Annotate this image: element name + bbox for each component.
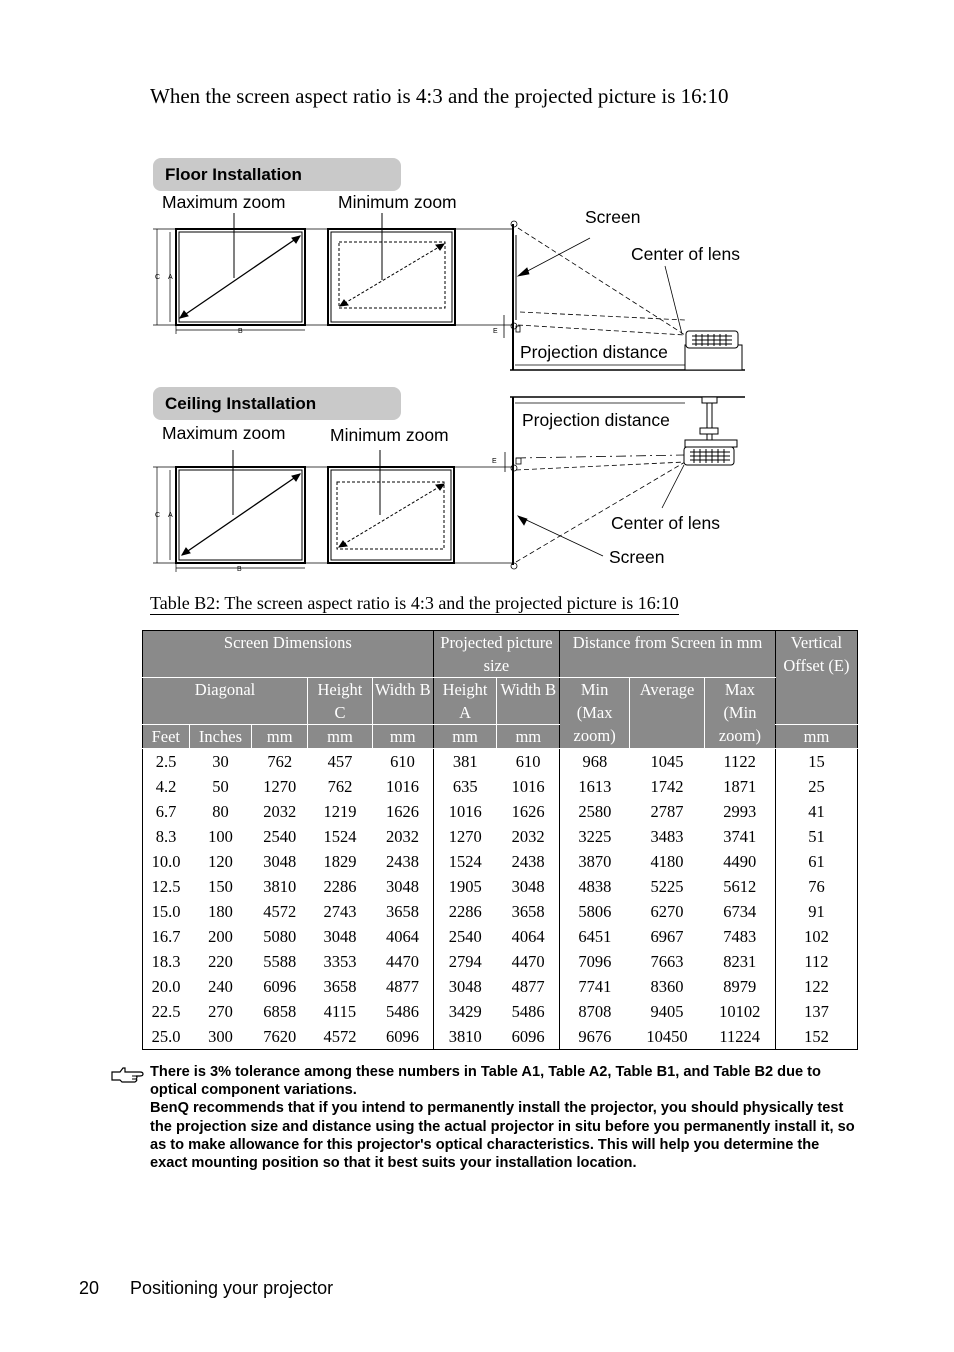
cell-vertical-offset: 91 <box>775 899 857 924</box>
header-screen-dimensions: Screen Dimensions <box>143 631 434 678</box>
projection-distance-table <box>142 630 858 1050</box>
header-inches: Inches <box>189 725 252 749</box>
cell-height-a: 1524 <box>433 849 497 874</box>
cell-feet: 22.5 <box>151 1002 181 1021</box>
cell-diagonal-mm: 762 <box>267 752 293 771</box>
floor-screen-label: Screen <box>585 207 641 227</box>
cell-max: 4490 <box>723 852 757 871</box>
cell-width-b: 5486 <box>385 1002 419 1021</box>
cell-height-c: 1219 <box>323 802 357 821</box>
ceiling-letter-b: B <box>237 566 242 573</box>
cell-min: 968 <box>560 749 630 775</box>
page-heading: When the screen aspect ratio is 4:3 and the projected picture is 16:10 <box>150 84 729 108</box>
cell-feet: 25.0 <box>151 1027 181 1046</box>
cell-width-b-projected: 3048 <box>511 877 545 896</box>
cell-average: 1045 <box>650 752 684 771</box>
cell-width-b: 6096 <box>385 1027 419 1046</box>
cell-diagonal-mm: 3048 <box>263 852 297 871</box>
ceiling-max-zoom-label: Maximum zoom <box>162 423 286 443</box>
cell-min: 2580 <box>560 799 630 824</box>
ceiling-max-zoom-screen <box>153 450 305 572</box>
ceiling-letter-c: C <box>155 512 161 519</box>
table-row <box>143 924 858 949</box>
cell-min: 9676 <box>560 1024 630 1050</box>
floor-min-zoom-screen <box>328 213 455 325</box>
floor-letter-b: B <box>238 328 243 335</box>
cell-width-b: 4470 <box>385 952 419 971</box>
cell-height-a: 2794 <box>433 949 497 974</box>
cell-inches: 300 <box>208 1027 233 1046</box>
cell-height-a: 1270 <box>433 824 497 849</box>
header-diagonal-mm: mm <box>252 725 308 749</box>
table-row <box>143 824 858 849</box>
floor-diagram-drawing <box>0 0 954 380</box>
cell-height-a: 1016 <box>433 799 497 824</box>
cell-min: 7741 <box>560 974 630 999</box>
cell-feet: 6.7 <box>155 802 177 821</box>
cell-height-c: 762 <box>327 777 353 796</box>
cell-max: 8979 <box>723 977 757 996</box>
cell-height-c: 3353 <box>323 952 357 971</box>
cell-diagonal-mm: 6858 <box>263 1002 297 1021</box>
cell-height-a: 1905 <box>433 874 497 899</box>
cell-average: 2787 <box>650 802 684 821</box>
ceiling-installation-diagram <box>0 380 954 580</box>
cell-height-a: 2286 <box>433 899 497 924</box>
floor-projection-distance-label: Projection distance <box>520 342 668 362</box>
cell-vertical-offset: 102 <box>775 924 857 949</box>
header-projected-picture-size: Projected picture size <box>433 631 560 678</box>
ceiling-projection-distance-label: Projection distance <box>522 410 670 430</box>
ceiling-letter-e: E <box>492 458 497 465</box>
header-min-max-zoom: Min (Max zoom) <box>560 678 630 749</box>
cell-height-c: 1829 <box>323 852 357 871</box>
header-width-b-projected: Width B <box>497 678 560 725</box>
table-row <box>143 874 858 899</box>
cell-diagonal-mm: 5588 <box>263 952 297 971</box>
cell-diagonal-mm: 3810 <box>263 877 297 896</box>
cell-diagonal-mm: 4572 <box>263 902 297 921</box>
cell-width-b: 1016 <box>385 777 419 796</box>
cell-min: 1613 <box>560 774 630 799</box>
cell-vertical-offset: 137 <box>775 999 857 1024</box>
cell-vertical-offset: 25 <box>775 774 857 799</box>
cell-width-b: 4064 <box>385 927 419 946</box>
cell-max: 3741 <box>723 827 757 846</box>
cell-height-a: 635 <box>433 774 497 799</box>
cell-average: 7663 <box>650 952 684 971</box>
cell-inches: 30 <box>212 752 229 771</box>
floor-center-of-lens-label: Center of lens <box>631 244 740 264</box>
cell-max: 2993 <box>723 802 757 821</box>
cell-max: 5612 <box>723 877 757 896</box>
cell-vertical-offset: 112 <box>775 949 857 974</box>
cell-inches: 180 <box>208 902 233 921</box>
cell-height-a: 381 <box>433 749 497 775</box>
floor-max-zoom-label: Maximum zoom <box>162 192 286 212</box>
table-group-header-row <box>143 631 858 678</box>
footer-section-title: Positioning your projector <box>130 1278 334 1298</box>
cell-height-c: 4572 <box>323 1027 357 1046</box>
table-caption: Table B2: The screen aspect ratio is 4:3 and the projected picture is 16:10 <box>150 593 679 613</box>
cell-width-b-projected: 2032 <box>511 827 545 846</box>
cell-inches: 100 <box>208 827 233 846</box>
cell-feet: 16.7 <box>151 927 181 946</box>
cell-width-b: 2032 <box>385 827 419 846</box>
ceiling-projector-icon <box>684 397 737 465</box>
table-row <box>143 799 858 824</box>
cell-inches: 120 <box>208 852 233 871</box>
cell-min: 6451 <box>560 924 630 949</box>
header-height-c-mm: mm <box>308 725 373 749</box>
cell-max: 1871 <box>723 777 757 796</box>
floor-installation-title: Floor Installation <box>153 158 401 191</box>
ceiling-installation-title: Ceiling Installation <box>153 387 401 420</box>
cell-max: 1122 <box>723 752 756 771</box>
table-row <box>143 999 858 1024</box>
table-row <box>143 849 858 874</box>
cell-height-c: 2286 <box>323 877 357 896</box>
cell-height-a: 2540 <box>433 924 497 949</box>
cell-width-b-projected: 4877 <box>511 977 545 996</box>
floor-letter-a: A <box>168 274 173 281</box>
ceiling-screen-label: Screen <box>609 547 665 567</box>
cell-vertical-offset: 15 <box>775 749 857 775</box>
cell-vertical-offset: 152 <box>775 1024 857 1050</box>
cell-feet: 2.5 <box>155 752 177 771</box>
cell-max: 10102 <box>719 1002 761 1021</box>
cell-height-a: 3429 <box>433 999 497 1024</box>
table-row <box>143 974 858 999</box>
floor-max-zoom-screen <box>153 213 305 334</box>
ceiling-min-zoom-screen <box>328 450 454 563</box>
floor-projector-icon <box>685 331 742 370</box>
cell-feet: 4.2 <box>155 777 177 796</box>
table-row <box>143 899 858 924</box>
cell-width-b-projected: 5486 <box>511 1002 545 1021</box>
table-body <box>143 749 858 1050</box>
cell-width-b: 610 <box>390 752 415 771</box>
cell-height-a: 3810 <box>433 1024 497 1050</box>
cell-min: 3225 <box>560 824 630 849</box>
header-average: Average <box>630 678 705 749</box>
header-width-b: Width B <box>372 678 433 725</box>
cell-height-c: 4115 <box>323 1002 357 1021</box>
ceiling-diagram-drawing <box>0 380 954 580</box>
cell-diagonal-mm: 7620 <box>263 1027 297 1046</box>
cell-width-b-projected: 1016 <box>511 777 545 796</box>
cell-feet: 12.5 <box>151 877 181 896</box>
cell-diagonal-mm: 2032 <box>263 802 297 821</box>
table-row <box>143 949 858 974</box>
cell-min: 7096 <box>560 949 630 974</box>
header-height-c: Height C <box>308 678 373 725</box>
cell-height-a: 3048 <box>433 974 497 999</box>
cell-inches: 240 <box>208 977 233 996</box>
cell-height-c: 2743 <box>323 902 357 921</box>
cell-height-c: 3048 <box>323 927 357 946</box>
cell-min: 8708 <box>560 999 630 1024</box>
note-tolerance: There is 3% tolerance among these numbers in Table A1, Table A2, Table B1, and Table B2 due to optical component variations. <box>150 1064 821 1099</box>
cell-width-b-projected: 3658 <box>511 902 545 921</box>
cell-vertical-offset: 51 <box>775 824 857 849</box>
header-height-a: Height A <box>433 678 497 725</box>
cell-width-b: 3048 <box>385 877 419 896</box>
header-max-min-zoom: Max (Min zoom) <box>704 678 775 749</box>
cell-average: 6967 <box>650 927 684 946</box>
cell-inches: 200 <box>208 927 233 946</box>
floor-installation-diagram <box>0 0 954 380</box>
header-vertical-offset-mm: mm <box>775 725 857 749</box>
table-row <box>143 1024 858 1050</box>
cell-average: 6270 <box>650 902 684 921</box>
header-diagonal: Diagonal <box>143 678 308 725</box>
page-number: 20 <box>79 1278 100 1298</box>
header-vertical-offset: Vertical Offset (E) <box>775 631 857 725</box>
floor-letter-c: C <box>155 274 161 281</box>
ceiling-center-of-lens-label: Center of lens <box>611 513 720 533</box>
cell-width-b-projected: 2438 <box>511 852 545 871</box>
table-row <box>143 749 858 775</box>
cell-vertical-offset: 61 <box>775 849 857 874</box>
cell-min: 3870 <box>560 849 630 874</box>
cell-height-c: 3658 <box>323 977 357 996</box>
cell-feet: 8.3 <box>155 827 177 846</box>
cell-height-c: 1524 <box>323 827 357 846</box>
header-width-b-projected-mm: mm <box>497 725 560 749</box>
cell-inches: 80 <box>212 802 229 821</box>
cell-inches: 220 <box>208 952 233 971</box>
cell-average: 8360 <box>650 977 684 996</box>
cell-feet: 20.0 <box>151 977 181 996</box>
cell-max: 6734 <box>723 902 757 921</box>
note-recommendation: BenQ recommends that if you intend to permanently install the projector, you should physically test the projection size and distance using the actual projector in situ before you permanently install it, so as to make allowance for this projector's optical characteristics. This will help you determine the exact mounting position so that it best suits your installation location. <box>150 1100 855 1172</box>
cell-diagonal-mm: 1270 <box>263 777 297 796</box>
cell-max: 11224 <box>719 1027 760 1046</box>
cell-max: 7483 <box>723 927 757 946</box>
cell-feet: 10.0 <box>151 852 181 871</box>
cell-average: 4180 <box>650 852 684 871</box>
cell-vertical-offset: 41 <box>775 799 857 824</box>
cell-width-b-projected: 610 <box>515 752 541 771</box>
cell-inches: 150 <box>208 877 233 896</box>
cell-vertical-offset: 76 <box>775 874 857 899</box>
cell-width-b: 2438 <box>385 852 419 871</box>
cell-width-b: 3658 <box>385 902 419 921</box>
cell-average: 10450 <box>646 1027 688 1046</box>
header-width-b-mm: mm <box>372 725 433 749</box>
cell-width-b-projected: 1626 <box>511 802 545 821</box>
table-row <box>143 774 858 799</box>
cell-inches: 270 <box>208 1002 233 1021</box>
table-sub-header-row <box>143 678 858 725</box>
cell-height-c: 457 <box>327 752 353 771</box>
cell-width-b-projected: 6096 <box>511 1027 545 1046</box>
cell-average: 9405 <box>650 1002 684 1021</box>
header-feet: Feet <box>143 725 190 749</box>
cell-min: 5806 <box>560 899 630 924</box>
cell-inches: 50 <box>212 777 229 796</box>
cell-average: 1742 <box>650 777 684 796</box>
floor-min-zoom-label: Minimum zoom <box>338 192 457 212</box>
cell-average: 3483 <box>650 827 684 846</box>
ceiling-min-zoom-label: Minimum zoom <box>330 425 449 445</box>
cell-diagonal-mm: 5080 <box>263 927 297 946</box>
cell-width-b-projected: 4064 <box>511 927 545 946</box>
cell-diagonal-mm: 6096 <box>263 977 297 996</box>
pointing-hand-icon <box>110 1064 146 1086</box>
cell-average: 5225 <box>650 877 684 896</box>
cell-diagonal-mm: 2540 <box>263 827 297 846</box>
cell-vertical-offset: 122 <box>775 974 857 999</box>
header-height-a-mm: mm <box>433 725 497 749</box>
cell-width-b-projected: 4470 <box>511 952 545 971</box>
cell-min: 4838 <box>560 874 630 899</box>
cell-feet: 18.3 <box>151 952 181 971</box>
cell-max: 8231 <box>723 952 757 971</box>
floor-letter-e: E <box>493 328 498 335</box>
cell-width-b: 1626 <box>385 802 419 821</box>
note-block <box>150 1063 860 1172</box>
cell-width-b: 4877 <box>385 977 419 996</box>
ceiling-letter-a: A <box>168 512 173 519</box>
header-distance-from-screen: Distance from Screen in mm <box>560 631 776 678</box>
cell-feet: 15.0 <box>151 902 181 921</box>
